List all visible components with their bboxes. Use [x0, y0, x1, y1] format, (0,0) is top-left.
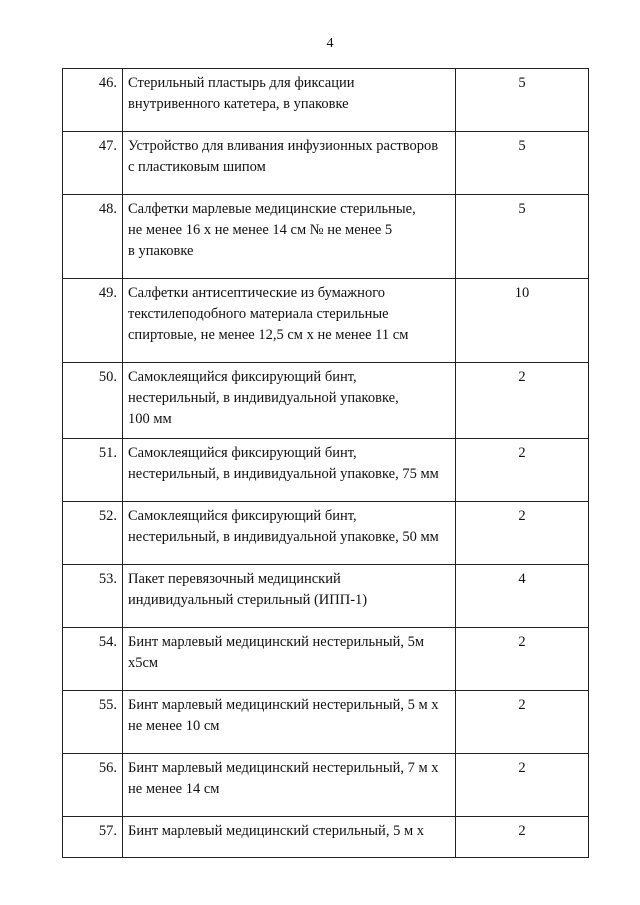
table-row	[63, 439, 589, 502]
item-quantity: 2	[456, 439, 589, 502]
item-quantity: 5	[456, 195, 589, 279]
item-quantity: 2	[456, 628, 589, 691]
row-number: 55.	[63, 691, 123, 754]
item-name: Бинт марлевый медицинский нестерильный, 7 м х не менее 14 см	[123, 754, 456, 817]
item-quantity: 2	[456, 502, 589, 565]
table-row	[63, 69, 589, 132]
item-name: Бинт марлевый медицинский стерильный, 5 м х	[123, 817, 456, 858]
item-quantity: 5	[456, 69, 589, 132]
row-number: 56.	[63, 754, 123, 817]
row-number: 54.	[63, 628, 123, 691]
table-row	[63, 502, 589, 565]
table-row	[63, 195, 589, 279]
row-number: 50.	[63, 363, 123, 439]
table-row	[63, 817, 589, 858]
row-number: 47.	[63, 132, 123, 195]
item-name: Салфетки антисептические из бумажного текстилеподобного материала стерильные спиртовые, не менее 12,5 см х не менее 11 см	[123, 279, 456, 363]
row-number: 46.	[63, 69, 123, 132]
row-number: 57.	[63, 817, 123, 858]
item-name: Пакет перевязочный медицинский индивидуальный стерильный (ИПП-1)	[123, 565, 456, 628]
item-quantity: 2	[456, 817, 589, 858]
row-number: 53.	[63, 565, 123, 628]
row-number: 51.	[63, 439, 123, 502]
table-row	[63, 363, 589, 439]
item-name: Бинт марлевый медицинский нестерильный, 5м х5см	[123, 628, 456, 691]
item-quantity: 10	[456, 279, 589, 363]
item-name: Салфетки марлевые медицинские стерильные, не менее 16 х не менее 14 см № не менее 5 в упаковке	[123, 195, 456, 279]
table-row	[63, 132, 589, 195]
item-name: Самоклеящийся фиксирующий бинт, нестерильный, в индивидуальной упаковке, 75 мм	[123, 439, 456, 502]
table-row	[63, 565, 589, 628]
item-quantity: 4	[456, 565, 589, 628]
table-row	[63, 691, 589, 754]
table-row	[63, 279, 589, 363]
table-row	[63, 628, 589, 691]
item-name: Устройство для вливания инфузионных растворов с пластиковым шипом	[123, 132, 456, 195]
item-name: Бинт марлевый медицинский нестерильный, 5 м х не менее 10 см	[123, 691, 456, 754]
item-quantity: 2	[456, 691, 589, 754]
item-name: Стерильный пластырь для фиксации внутривенного катетера, в упаковке	[123, 69, 456, 132]
table-row	[63, 754, 589, 817]
row-number: 48.	[63, 195, 123, 279]
supplies-table	[62, 68, 589, 858]
item-name: Самоклеящийся фиксирующий бинт, нестерильный, в индивидуальной упаковке, 100 мм	[123, 363, 456, 439]
item-quantity: 5	[456, 132, 589, 195]
page-number: 4	[326, 36, 334, 51]
row-number: 52.	[63, 502, 123, 565]
item-quantity: 2	[456, 363, 589, 439]
item-name: Самоклеящийся фиксирующий бинт, нестерильный, в индивидуальной упаковке, 50 мм	[123, 502, 456, 565]
item-quantity: 2	[456, 754, 589, 817]
row-number: 49.	[63, 279, 123, 363]
